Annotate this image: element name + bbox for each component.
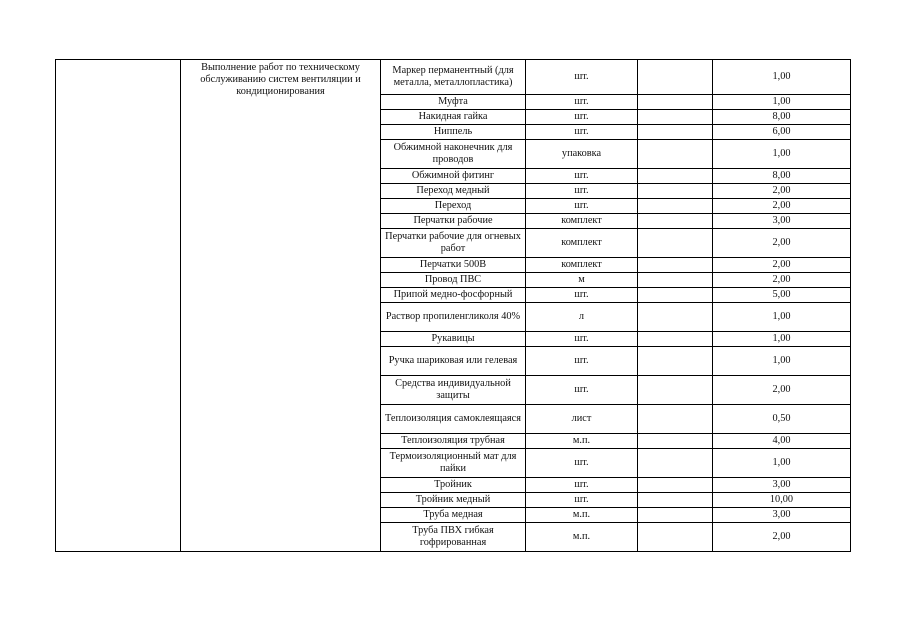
quantity-cell: 2,00 (713, 199, 851, 214)
unit-cell: комплект (526, 214, 638, 229)
unit-cell: упаковка (526, 140, 638, 169)
material-name-cell: Тройник (381, 478, 526, 493)
empty-cell (638, 303, 713, 332)
unit-cell: комплект (526, 229, 638, 258)
unit-cell: шт. (526, 184, 638, 199)
material-name-cell: Средства индивидуальной защиты (381, 376, 526, 405)
empty-cell (638, 169, 713, 184)
unit-cell: м.п. (526, 523, 638, 552)
material-name-cell: Маркер перманентный (для металла, металлопластика) (381, 60, 526, 95)
quantity-cell: 0,50 (713, 405, 851, 434)
quantity-cell: 3,00 (713, 478, 851, 493)
unit-cell: шт. (526, 125, 638, 140)
material-name-cell: Термоизоляционный мат для пайки (381, 449, 526, 478)
unit-cell: л (526, 303, 638, 332)
empty-cell (638, 60, 713, 95)
material-name-cell: Обжимной фитинг (381, 169, 526, 184)
unit-cell: шт. (526, 95, 638, 110)
quantity-cell: 4,00 (713, 434, 851, 449)
empty-cell (638, 405, 713, 434)
unit-cell: лист (526, 405, 638, 434)
empty-cell (638, 184, 713, 199)
unit-cell: шт. (526, 199, 638, 214)
unit-cell: шт. (526, 332, 638, 347)
unit-cell: м (526, 273, 638, 288)
quantity-cell: 2,00 (713, 184, 851, 199)
material-name-cell: Раствор пропиленгликоля 40% (381, 303, 526, 332)
quantity-cell: 1,00 (713, 332, 851, 347)
quantity-cell: 1,00 (713, 95, 851, 110)
material-name-cell: Накидная гайка (381, 110, 526, 125)
material-name-cell: Припой медно-фосфорный (381, 288, 526, 303)
materials-table (55, 59, 851, 552)
empty-cell (638, 347, 713, 376)
material-name-cell: Муфта (381, 95, 526, 110)
empty-cell (638, 214, 713, 229)
quantity-cell: 3,00 (713, 508, 851, 523)
material-name-cell: Перчатки 500В (381, 258, 526, 273)
unit-cell: шт. (526, 376, 638, 405)
quantity-cell: 1,00 (713, 303, 851, 332)
material-name-cell: Теплоизоляция трубная (381, 434, 526, 449)
empty-cell (638, 288, 713, 303)
empty-cell (638, 273, 713, 288)
quantity-cell: 2,00 (713, 376, 851, 405)
unit-cell: шт. (526, 110, 638, 125)
blank-cell (56, 60, 181, 552)
empty-cell (638, 140, 713, 169)
material-name-cell: Рукавицы (381, 332, 526, 347)
quantity-cell: 1,00 (713, 60, 851, 95)
material-name-cell: Ручка шариковая или гелевая (381, 347, 526, 376)
quantity-cell: 1,00 (713, 140, 851, 169)
empty-cell (638, 449, 713, 478)
empty-cell (638, 258, 713, 273)
empty-cell (638, 493, 713, 508)
unit-cell: шт. (526, 169, 638, 184)
empty-cell (638, 376, 713, 405)
material-name-cell: Труба ПВХ гибкая гофрированная (381, 523, 526, 552)
empty-cell (638, 229, 713, 258)
unit-cell: шт. (526, 449, 638, 478)
table-row (56, 60, 851, 95)
quantity-cell: 1,00 (713, 449, 851, 478)
empty-cell (638, 332, 713, 347)
quantity-cell: 3,00 (713, 214, 851, 229)
empty-cell (638, 478, 713, 493)
unit-cell: шт. (526, 288, 638, 303)
material-name-cell: Обжимной наконечник для проводов (381, 140, 526, 169)
empty-cell (638, 523, 713, 552)
empty-cell (638, 199, 713, 214)
quantity-cell: 2,00 (713, 273, 851, 288)
unit-cell: шт. (526, 347, 638, 376)
quantity-cell: 2,00 (713, 229, 851, 258)
unit-cell: м.п. (526, 434, 638, 449)
material-name-cell: Перчатки рабочие для огневых работ (381, 229, 526, 258)
quantity-cell: 1,00 (713, 347, 851, 376)
material-name-cell: Ниппель (381, 125, 526, 140)
material-name-cell: Переход (381, 199, 526, 214)
unit-cell: шт. (526, 60, 638, 95)
materials-table-body (56, 60, 851, 552)
material-name-cell: Тройник медный (381, 493, 526, 508)
quantity-cell: 8,00 (713, 110, 851, 125)
quantity-cell: 2,00 (713, 523, 851, 552)
quantity-cell: 10,00 (713, 493, 851, 508)
unit-cell: комплект (526, 258, 638, 273)
quantity-cell: 6,00 (713, 125, 851, 140)
work-description-cell: Выполнение работ по техническому обслуживанию систем вентиляции и кондиционирования (181, 60, 381, 552)
empty-cell (638, 508, 713, 523)
empty-cell (638, 434, 713, 449)
quantity-cell: 2,00 (713, 258, 851, 273)
material-name-cell: Теплоизоляция самоклеящаяся (381, 405, 526, 434)
material-name-cell: Перчатки рабочие (381, 214, 526, 229)
quantity-cell: 5,00 (713, 288, 851, 303)
unit-cell: шт. (526, 478, 638, 493)
unit-cell: м.п. (526, 508, 638, 523)
material-name-cell: Труба медная (381, 508, 526, 523)
quantity-cell: 8,00 (713, 169, 851, 184)
empty-cell (638, 125, 713, 140)
empty-cell (638, 95, 713, 110)
unit-cell: шт. (526, 493, 638, 508)
material-name-cell: Провод ПВС (381, 273, 526, 288)
empty-cell (638, 110, 713, 125)
material-name-cell: Переход медный (381, 184, 526, 199)
